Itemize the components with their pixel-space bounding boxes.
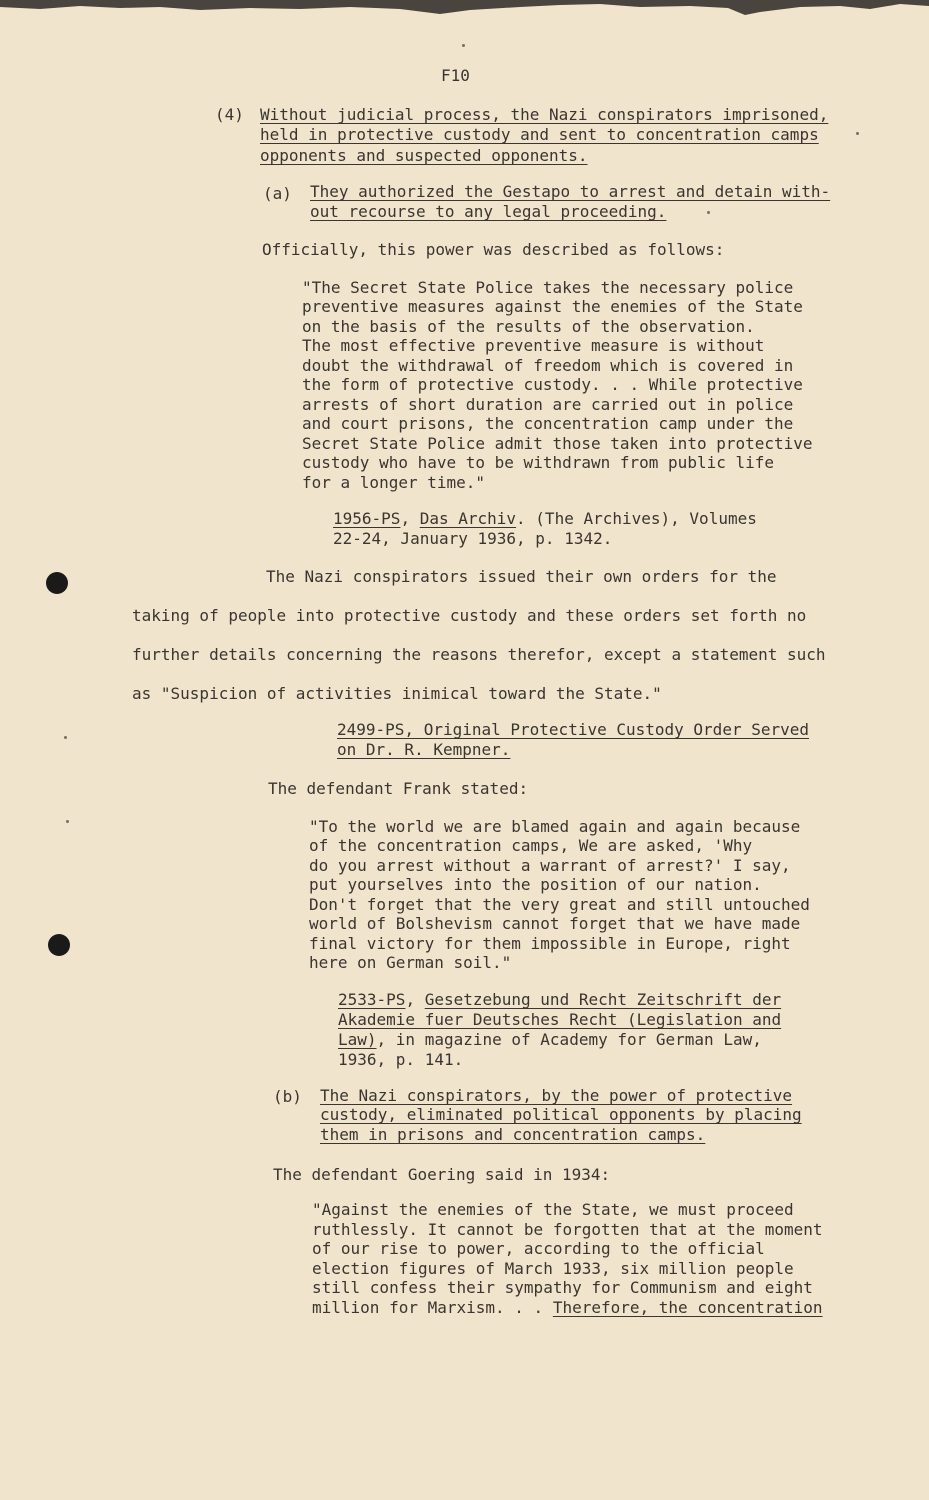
paper-speck [462, 44, 465, 47]
quote-2-line-3: do you arrest without a warrant of arrest?' I say, [309, 856, 791, 875]
quote-1-line-4: The most effective preventive measure is without [302, 336, 765, 355]
quote-1-line-3: on the basis of the results of the observation. [302, 317, 755, 336]
intro-officially: Officially, this power was described as follows: [262, 240, 725, 259]
quote-3-line-6-underlined: Therefore, the concentration [552, 1298, 823, 1317]
quote-1-line-9: Secret State Police admit those taken into protective [302, 434, 813, 453]
body-paragraph-line-3: further details concerning the reasons therefor, except a statement such [132, 645, 826, 664]
quote-3-line-6 [312, 1298, 823, 1317]
quote-2-line-5: Don't forget that the very great and still untouched [309, 895, 810, 914]
quote-1-line-11: for a longer time." [302, 473, 486, 492]
citation-1956-doc: 1956-PS [333, 509, 401, 528]
citation-2533-line-2: Akademie fuer Deutsches Recht (Legislation and [338, 1010, 782, 1029]
quote-2-line-4: put yourselves into the position of our nation. [309, 875, 762, 894]
subsection-a-marker: (a) [263, 184, 292, 203]
quote-1-line-8: and court prisons, the concentration camp under the [302, 414, 794, 433]
citation-2533-line-3 [338, 1030, 762, 1049]
citation-2533-sep: , [405, 990, 425, 1009]
quote-3-line-6-start: million for Marxism. . . [312, 1298, 553, 1317]
citation-1956-line-2: 22-24, January 1936, p. 1342. [333, 529, 613, 548]
paper-speck [64, 736, 67, 739]
paper-speck [856, 132, 859, 135]
citation-1956-sep: , [400, 509, 420, 528]
quote-3-line-5: still confess their sympathy for Communism and eight [312, 1278, 813, 1297]
quote-1-line-6: the form of protective custody. . . While protective [302, 375, 803, 394]
subsection-b-marker: (b) [273, 1087, 302, 1106]
body-paragraph-line-4: as "Suspicion of activities inimical toward the State." [132, 684, 662, 703]
body-paragraph-line-2: taking of people into protective custody and these orders set forth no [132, 606, 807, 625]
goering-intro: The defendant Goering said in 1934: [273, 1165, 611, 1184]
section-4-line-3: opponents and suspected opponents. [260, 146, 588, 165]
quote-1-line-2: preventive measures against the enemies of the State [302, 297, 803, 316]
citation-2533-line-4: 1936, p. 141. [338, 1050, 464, 1069]
subsection-b-line-1: The Nazi conspirators, by the power of protective [320, 1086, 793, 1105]
citation-2533-rest: , in magazine of Academy for German Law, [376, 1030, 762, 1049]
paper-speck [707, 211, 710, 214]
quote-3-line-1: "Against the enemies of the State, we must proceed [312, 1200, 794, 1219]
citation-2533-title: Gesetzebung und Recht Zeitschrift der [424, 990, 782, 1009]
citation-2533-law: Law) [338, 1030, 377, 1049]
torn-top-edge [0, 0, 929, 22]
quote-1-line-10: custody who have to be withdrawn from public life [302, 453, 775, 472]
citation-1956-title: Das Archiv [419, 509, 517, 528]
subsection-a-line-2: out recourse to any legal proceeding. [310, 202, 667, 221]
section-4-line-1: Without judicial process, the Nazi conspirators imprisoned, [260, 105, 829, 124]
frank-intro: The defendant Frank stated: [268, 779, 529, 798]
quote-3-line-4: election figures of March 1933, six million people [312, 1259, 794, 1278]
citation-2533-line-1 [338, 990, 781, 1009]
quote-2-line-6: world of Bolshevism cannot forget that we have made [309, 914, 801, 933]
punch-hole-lower [48, 934, 70, 956]
citation-1956-rest: . (The Archives), Volumes [516, 509, 757, 528]
quote-1-line-1: "The Secret State Police takes the necessary police [302, 278, 794, 297]
section-4-marker: (4) [215, 105, 244, 124]
section-4-line-2: held in protective custody and sent to concentration camps [260, 125, 819, 144]
punch-hole-upper [46, 572, 68, 594]
citation-2499-line-2: on Dr. R. Kempner. [337, 740, 511, 759]
quote-2-line-8: here on German soil." [309, 953, 512, 972]
quote-1-line-5: doubt the withdrawal of freedom which is covered in [302, 356, 794, 375]
paper-speck [66, 820, 69, 823]
quote-2-line-1: "To the world we are blamed again and again because [309, 817, 801, 836]
subsection-b-line-2: custody, eliminated political opponents by placing [320, 1105, 802, 1124]
quote-3-line-2: ruthlessly. It cannot be forgotten that at the moment [312, 1220, 823, 1239]
citation-2533-doc: 2533-PS [338, 990, 406, 1009]
page-number: F10 [441, 66, 470, 85]
quote-1-line-7: arrests of short duration are carried out in police [302, 395, 794, 414]
subsection-a-line-1: They authorized the Gestapo to arrest and detain with- [310, 182, 831, 201]
subsection-b-line-3: them in prisons and concentration camps. [320, 1125, 706, 1144]
quote-2-line-7: final victory for them impossible in Europe, right [309, 934, 791, 953]
citation-1956-line-1 [333, 509, 757, 528]
citation-2499-line-1: 2499-PS, Original Protective Custody Order Served [337, 720, 810, 739]
quote-3-line-3: of our rise to power, according to the official [312, 1239, 765, 1258]
body-paragraph-line-1: The Nazi conspirators issued their own orders for the [266, 567, 777, 586]
quote-2-line-2: of the concentration camps, We are asked, 'Why [309, 836, 753, 855]
